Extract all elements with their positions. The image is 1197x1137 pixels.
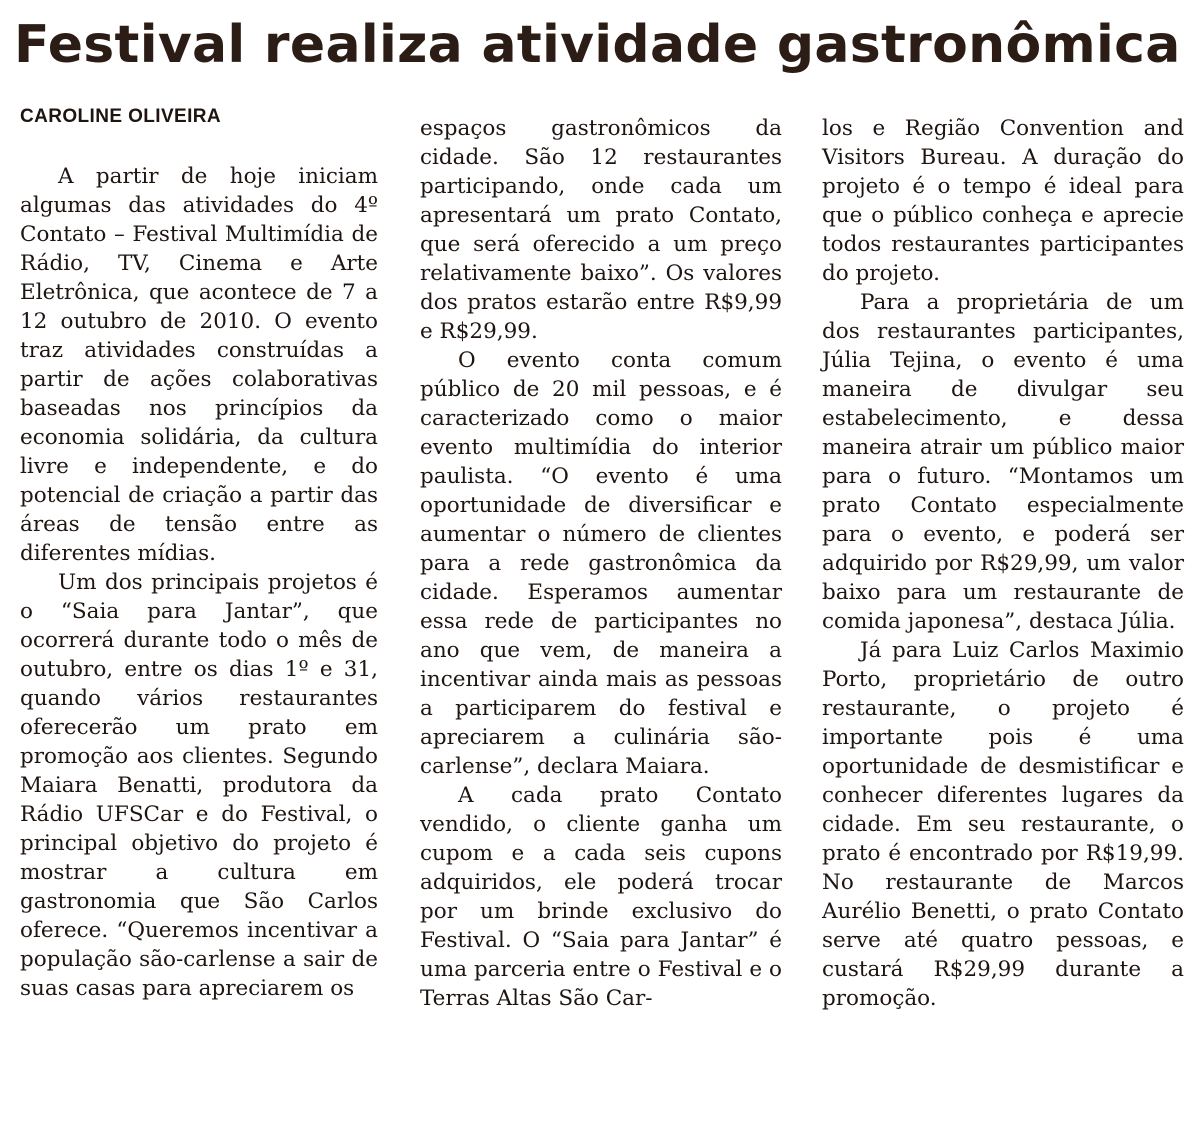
headline: Festival realiza atividade gastronômica [14,15,1181,75]
byline: CAROLINE OLIVEIRA [20,106,222,127]
article-column-3 [822,114,1184,1119]
paragraph-continued: los e Região Convention and Visitors Bureau. A duração do projeto é o tempo é ideal para que o público conheça e aprecie todos restaurantes participantes do projeto. [822,116,1184,286]
paragraph-continued: espaços gastronômicos da cidade. São 12 restaurantes participando, onde cada um apresentará um prato Contato, que será oferecido a um preço relativamente baixo”. Os valores dos pratos estarão entre R$9,99 e R$29,99. [420,116,782,344]
article-column-1 [20,162,378,1112]
paragraph: O evento conta comum público de 20 mil pessoas, e é caracterizado como o maior evento multimídia do interior paulista. “O evento é uma oportunidade de diversificar e aumentar o número de clientes para a rede gastronômica da cidade. Esperamos aumentar essa rede de participantes no ano que vem, de maneira a incentivar ainda mais as pessoas a participarem do festival e apreciarem a culinária são-carlense”, declara Maiara. [420,348,782,779]
paragraph: A partir de hoje iniciam algumas das atividades do 4º Contato – Festival Multimídia de Rádio, TV, Cinema e Arte Eletrônica, que acontece de 7 a 12 outubro de 2010. O evento traz atividades construídas a partir de ações colaborativas baseadas nos princípios da economia solidária, da cultura livre e independente, e do potencial de criação a partir das áreas de tensão entre as diferentes mídias. [20,164,378,566]
paragraph: Para a proprietária de um dos restaurantes participantes, Júlia Tejina, o evento é uma maneira de divulgar seu estabelecimento, e dessa maneira atrair um público maior para o futuro. “Montamos um prato Contato especialmente para o evento, e poderá ser adquirido por R$29,99, um valor baixo para um restaurante de comida japonesa”, destaca Júlia. [822,290,1184,634]
article-column-2 [420,114,782,1119]
paragraph: Já para Luiz Carlos Maximio Porto, proprietário de outro restaurante, o projeto é importante pois é uma oportunidade de desmistificar e conhecer diferentes lugares da cidade. Em seu restaurante, o prato é encontrado por R$19,99. No restaurante de Marcos Aurélio Benetti, o prato Contato serve até quatro pessoas, e custará R$29,99 durante a promoção. [822,638,1184,1011]
paragraph: Um dos principais projetos é o “Saia para Jantar”, que ocorrerá durante todo o mês de outubro, entre os dias 1º e 31, quando vários restaurantes oferecerão um prato em promoção aos clientes. Segundo Maiara Benatti, produtora da Rádio UFSCar e do Festival, o principal objetivo do projeto é mostrar a cultura em gastronomia que São Carlos oferece. “Queremos incentivar a população são-carlense a sair de suas casas para apreciarem os [20,570,378,1001]
paragraph: A cada prato Contato vendido, o cliente ganha um cupom e a cada seis cupons adquiridos, ele poderá trocar por um brinde exclusivo do Festival. O “Saia para Jantar” é uma parceria entre o Festival e o Terras Altas São Car- [420,783,782,1011]
